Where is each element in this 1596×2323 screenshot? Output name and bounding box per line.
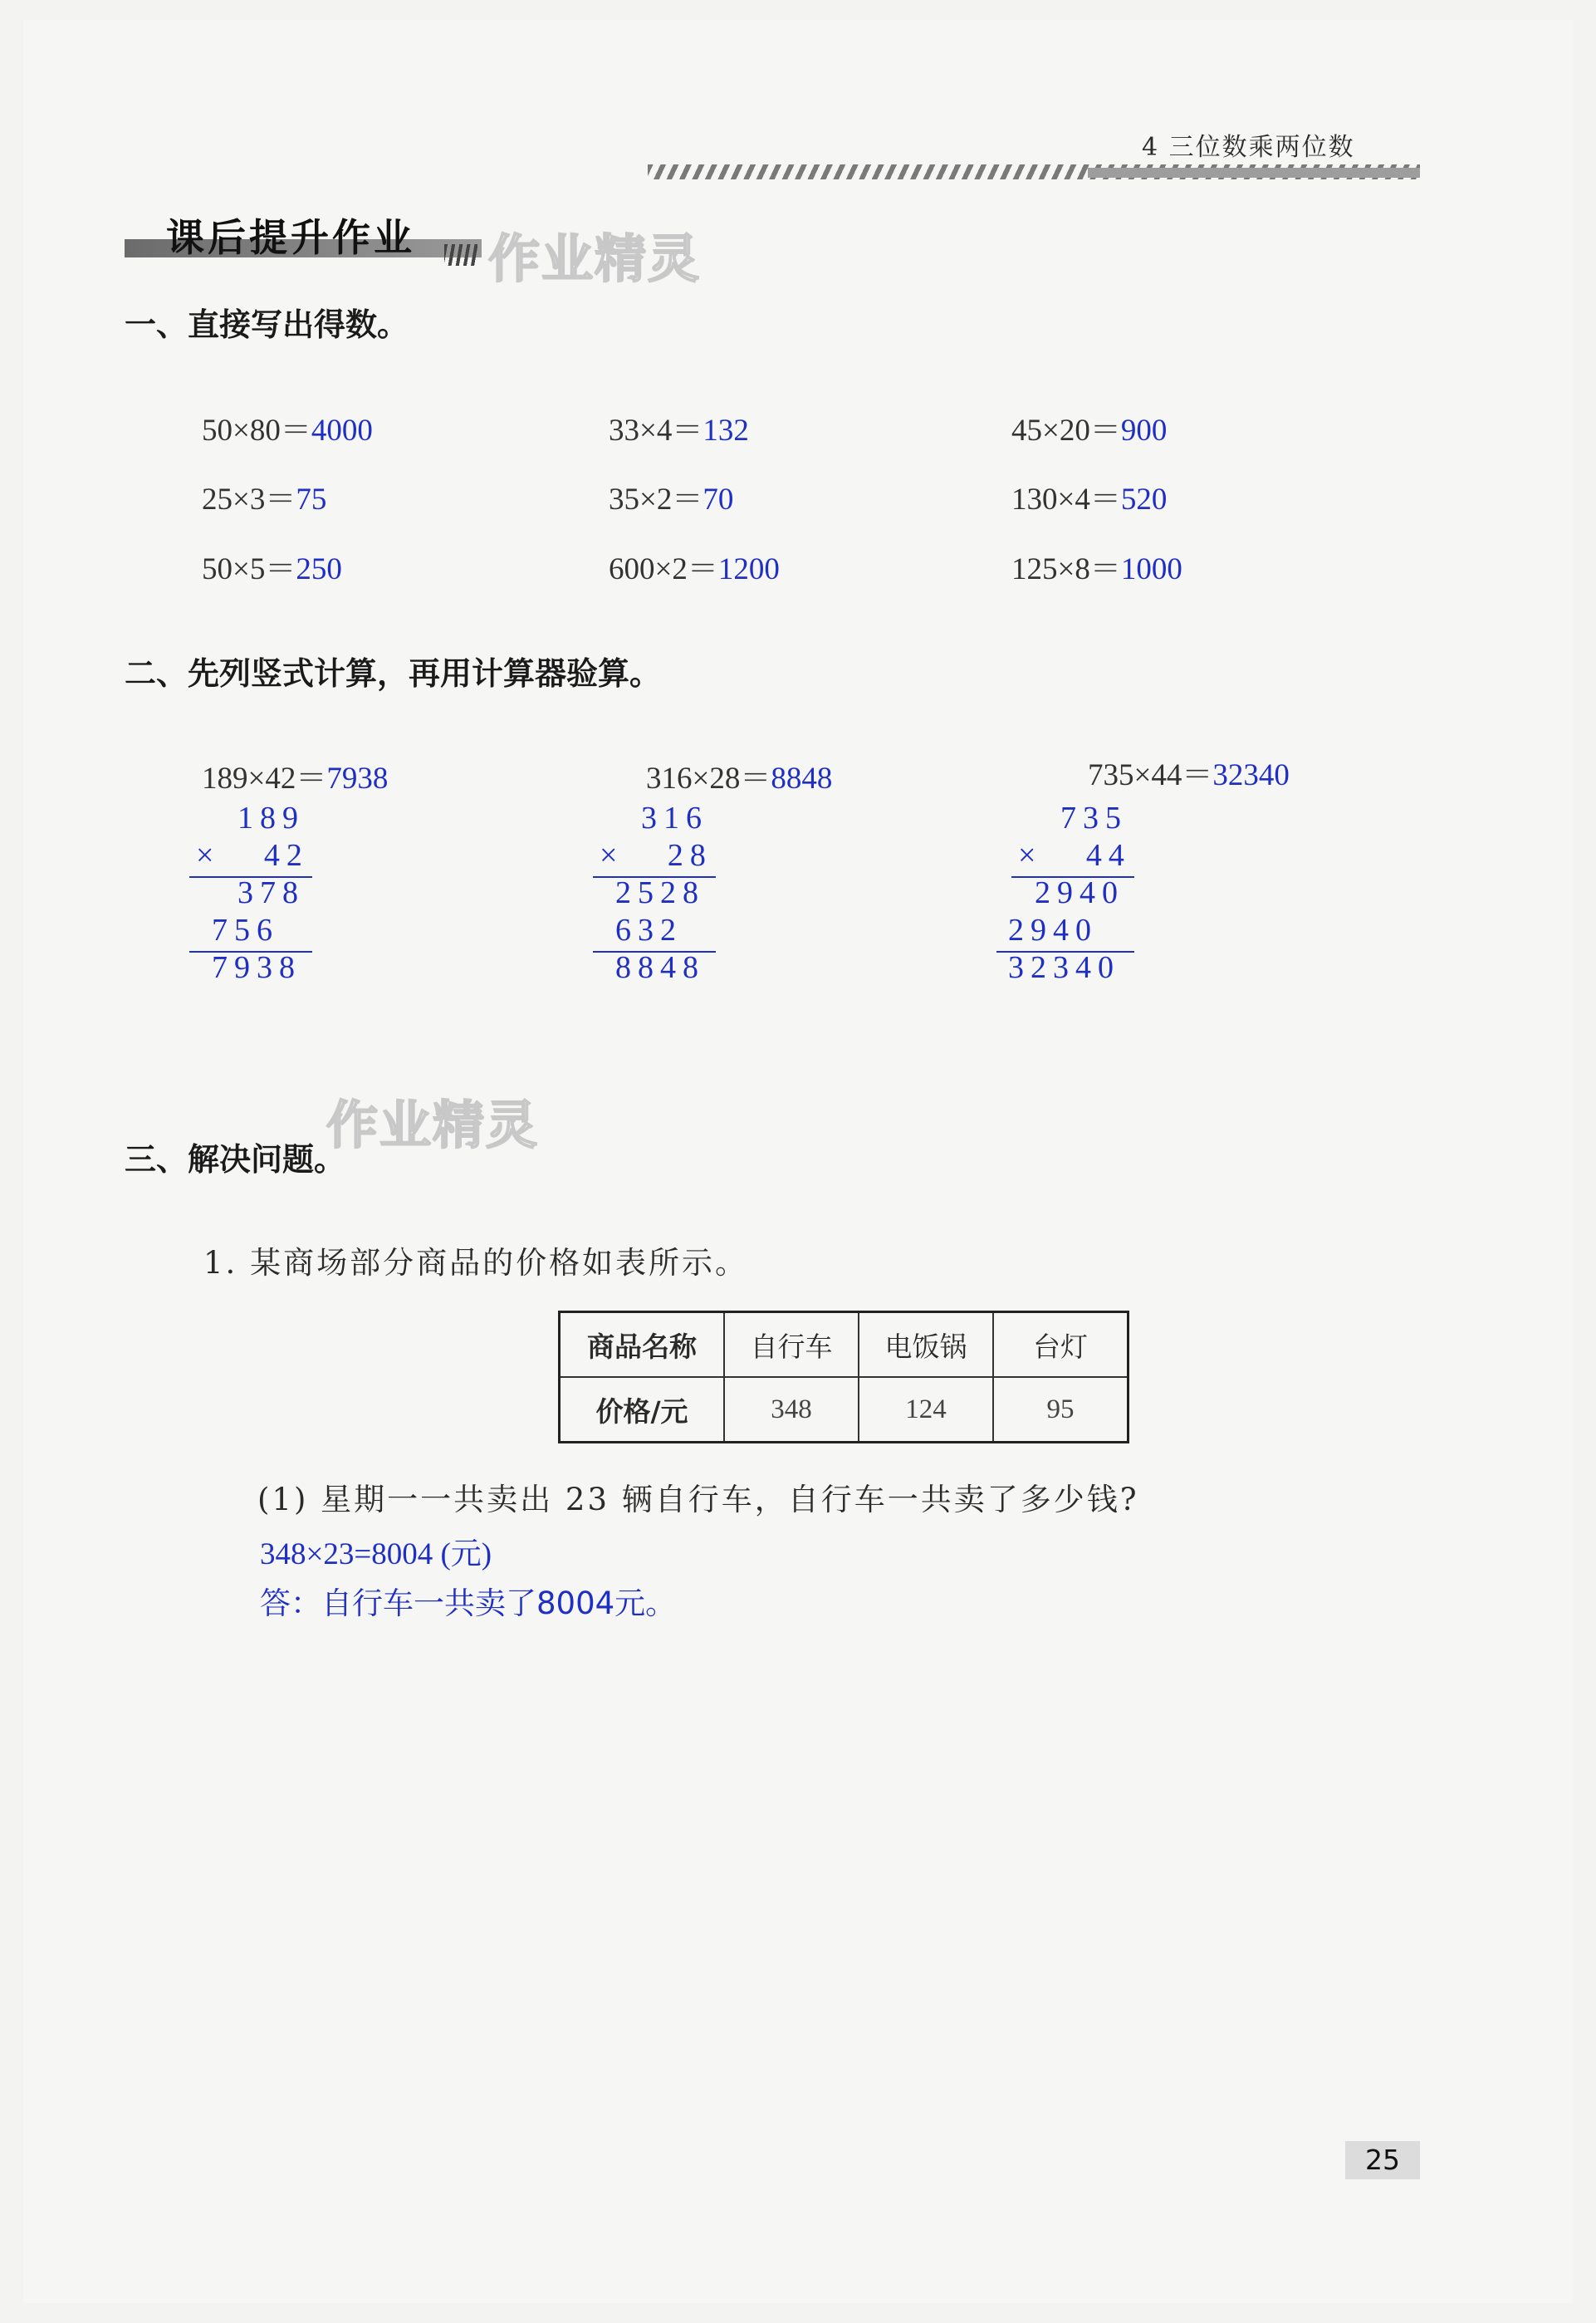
page-number: 25 [1345,2141,1420,2179]
answer: 32340 [1212,758,1290,792]
partial-product: 2940 [1008,913,1098,948]
answer: 900 [1120,414,1168,448]
oral-problem: 33×4＝132 [609,414,749,448]
chapter-title: 4 三位数乘两位数 [1142,133,1355,162]
multiplier: × 28 [600,838,712,873]
table-cell: 348 [724,1377,859,1443]
section-title: 一、直接写出得数。 [125,306,409,343]
column-problem: 316×28＝8848 [646,762,833,796]
watermark: 作业精灵 [488,228,702,289]
table-header-cell: 台灯 [993,1312,1128,1378]
answer: 70 [703,483,734,517]
sub-question: (1) 星期一一共卖出 23 辆自行车，自行车一共卖了多少钱? [257,1482,1139,1517]
answer-text: 答：自行车一共卖了8004元。 [260,1585,677,1621]
answer: 1200 [717,552,780,586]
multiplicand: 189 [237,801,305,836]
answer: 1000 [1120,552,1182,586]
answer: 7938 [326,762,389,796]
column-problem: 735×44＝32340 [1088,758,1290,792]
price-table [558,1311,1129,1443]
oral-problem: 45×20＝900 [1011,414,1168,448]
partial-product: 378 [237,875,305,910]
multiplier: × 42 [196,838,309,873]
product: 7938 [212,950,301,985]
question-text: 1. 某商场部分商品的价格如表所示。 [203,1245,749,1281]
watermark: 作业精灵 [326,1095,540,1155]
product: 32340 [1008,950,1120,985]
table-cell: 95 [993,1377,1128,1443]
oral-problem: 600×2＝1200 [609,552,780,586]
oral-problem: 50×80＝4000 [202,414,373,448]
oral-problem: 35×2＝70 [609,483,734,517]
answer: 75 [296,483,327,517]
answer: 8848 [771,762,833,796]
table-row [560,1377,1128,1443]
section-title: 三、解决问题。 [125,1141,346,1178]
oral-problem: 130×4＝520 [1011,483,1168,517]
partial-product: 2940 [1035,875,1124,910]
partial-product: 632 [615,913,683,948]
partial-product: 756 [212,913,279,948]
answer: 4000 [311,414,373,448]
multiplicand: 735 [1060,801,1128,836]
banner-stripes [444,244,477,266]
table-header-cell: 电饭锅 [859,1312,993,1378]
table-header-cell: 自行车 [724,1312,859,1378]
table-cell: 价格/元 [560,1377,725,1443]
table-cell: 124 [859,1377,993,1443]
multiplier: × 44 [1018,838,1131,873]
section-title: 二、先列竖式计算，再用计算器验算。 [125,655,662,692]
answer-calculation: 348×23=8004 (元) [260,1537,492,1571]
partial-product: 2528 [615,875,705,910]
oral-problem: 50×5＝250 [202,552,342,586]
answer: 520 [1120,483,1168,517]
answer: 132 [703,414,749,448]
oral-problem: 125×8＝1000 [1011,552,1182,586]
answer: 250 [296,552,342,586]
column-problem: 189×42＝7938 [202,762,389,796]
table-header-cell: 商品名称 [560,1312,725,1378]
multiplicand: 316 [641,801,708,836]
table-row [560,1312,1128,1378]
banner-title: 课后提升作业 [166,215,415,260]
oral-problem: 25×3＝75 [202,483,327,517]
product: 8848 [615,950,705,985]
header-decoration-bar [1088,168,1420,178]
